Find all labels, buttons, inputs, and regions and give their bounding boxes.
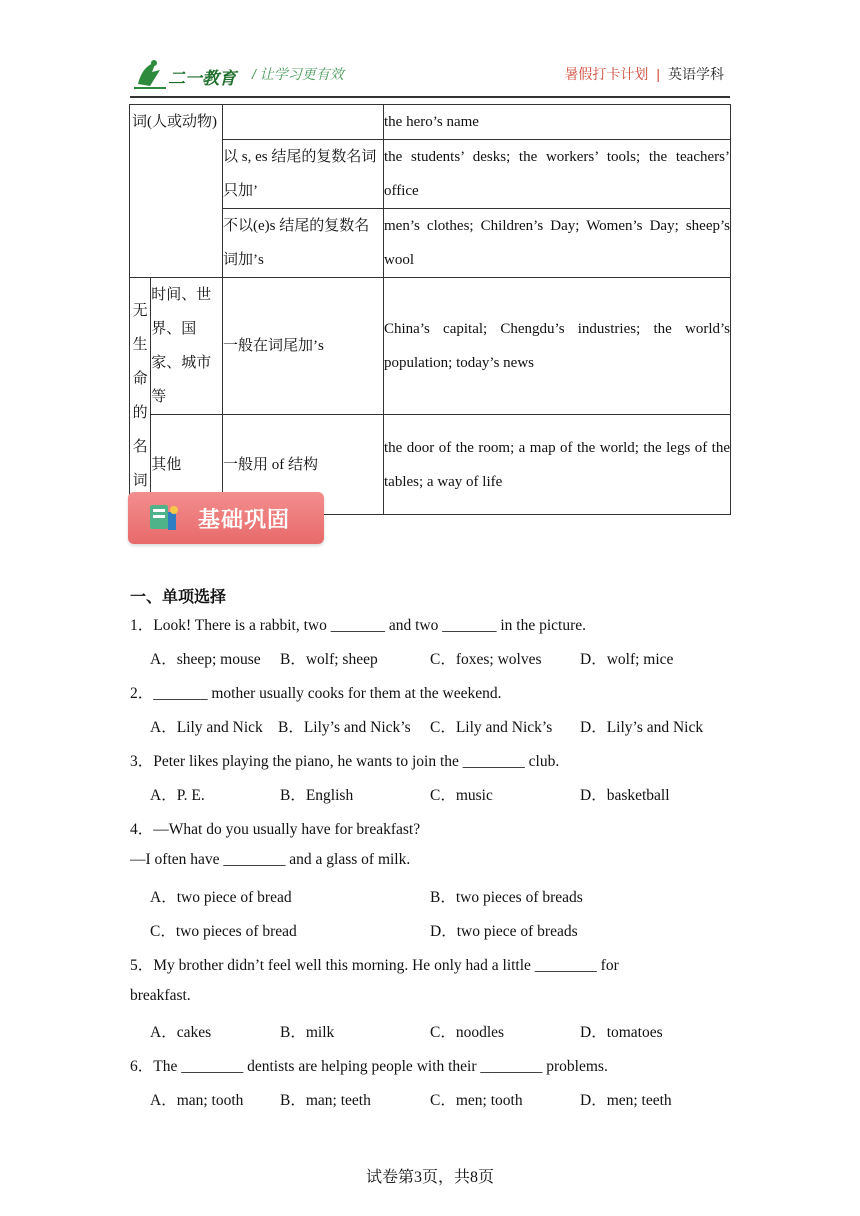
animate-noun-cell: 词(人或动物) [130, 105, 223, 278]
option: D．basketball [580, 787, 670, 804]
possessive-table [129, 104, 731, 515]
table-cell: the students’ desks; the workers’ tools; the teachers’ office [384, 140, 731, 209]
page-footer: 试卷第3页，共8页 [365, 1169, 494, 1186]
option: C．Lily and Nick’s [430, 719, 553, 736]
option: B．two pieces of breads [430, 889, 583, 906]
option: C．foxes; wolves [430, 651, 542, 668]
header-rule [130, 96, 730, 98]
option: A．cakes [150, 1024, 212, 1041]
question-5-line2: breakfast. [130, 987, 191, 1004]
plan-label: 暑假打卡计划 [564, 66, 649, 82]
section-banner [128, 492, 324, 544]
option: A．Lily and Nick [150, 719, 263, 736]
table-cell: 不以(e)s 结尾的复数名词加’s [223, 209, 384, 278]
option: B．English [280, 787, 354, 804]
table-cell: 以 s, es 结尾的复数名词只加’ [223, 140, 384, 209]
option: D．wolf; mice [580, 651, 674, 668]
option: C．two pieces of bread [150, 923, 297, 940]
question-1: 1．Look! There is a rabbit, two _______ and two _______ in the picture. [130, 617, 587, 634]
banner-title: 基础巩固 [198, 508, 291, 533]
table-cell: 一般用 of 结构 [223, 415, 384, 515]
question-5: 5．My brother didn’t feel well this morning. He only had a little ________ for [130, 957, 619, 974]
logo-text: 二一教育 [168, 69, 236, 89]
option: A．man; tooth [150, 1092, 244, 1109]
option: B．man; teeth [280, 1092, 371, 1109]
table-cell: the hero’s name [384, 105, 731, 140]
section-title: 一、单项选择 [130, 587, 227, 606]
inanimate-noun-cell: 无 生 命 的 名 词 [130, 278, 151, 515]
option: B．Lily’s and Nick’s [278, 719, 411, 736]
question-4-line2: —I often have ________ and a glass of milk. [130, 851, 411, 868]
option: D．two piece of breads [430, 923, 578, 940]
table-cell: 一般在词尾加’s [223, 278, 384, 415]
option: B．wolf; sheep [280, 651, 378, 668]
option: B．milk [280, 1024, 335, 1041]
option: A．two piece of bread [150, 889, 292, 906]
option: D．Lily’s and Nick [580, 719, 704, 736]
table-cell [223, 105, 384, 140]
header-separator: | [656, 66, 660, 82]
option: C．noodles [430, 1024, 505, 1041]
question-6: 6．The ________ dentists are helping people with their ________ problems. [130, 1058, 608, 1075]
option: A．P. E. [150, 787, 205, 804]
option: D．tomatoes [580, 1024, 663, 1041]
table-cell: China’s capital; Chengdu’s industries; the world’s population; today’s news [384, 278, 731, 415]
table-cell: 时间、世界、国家、城市等 [151, 278, 223, 415]
question-2: 2．_______ mother usually cooks for them at the weekend. [130, 685, 502, 702]
slogan: / 让学习更有效 [252, 66, 344, 82]
book-icon [146, 502, 182, 534]
subject-label: 英语学科 [668, 66, 724, 82]
option: A．sheep; mouse [150, 651, 261, 668]
option: D．men; teeth [580, 1092, 672, 1109]
question-3: 3．Peter likes playing the piano, he wants to join the ________ club. [130, 753, 560, 770]
question-4: 4．—What do you usually have for breakfast? [130, 821, 421, 838]
header-right [564, 64, 724, 84]
table-cell: 其他 [151, 415, 223, 515]
page-header [130, 56, 730, 100]
option: C．men; tooth [430, 1092, 523, 1109]
table-cell: men’s clothes; Children’s Day; Women’s Day; sheep’s wool [384, 209, 731, 278]
table-cell: the door of the room; a map of the world; the legs of the tables; a way of life [384, 415, 731, 515]
option: C．music [430, 787, 493, 804]
